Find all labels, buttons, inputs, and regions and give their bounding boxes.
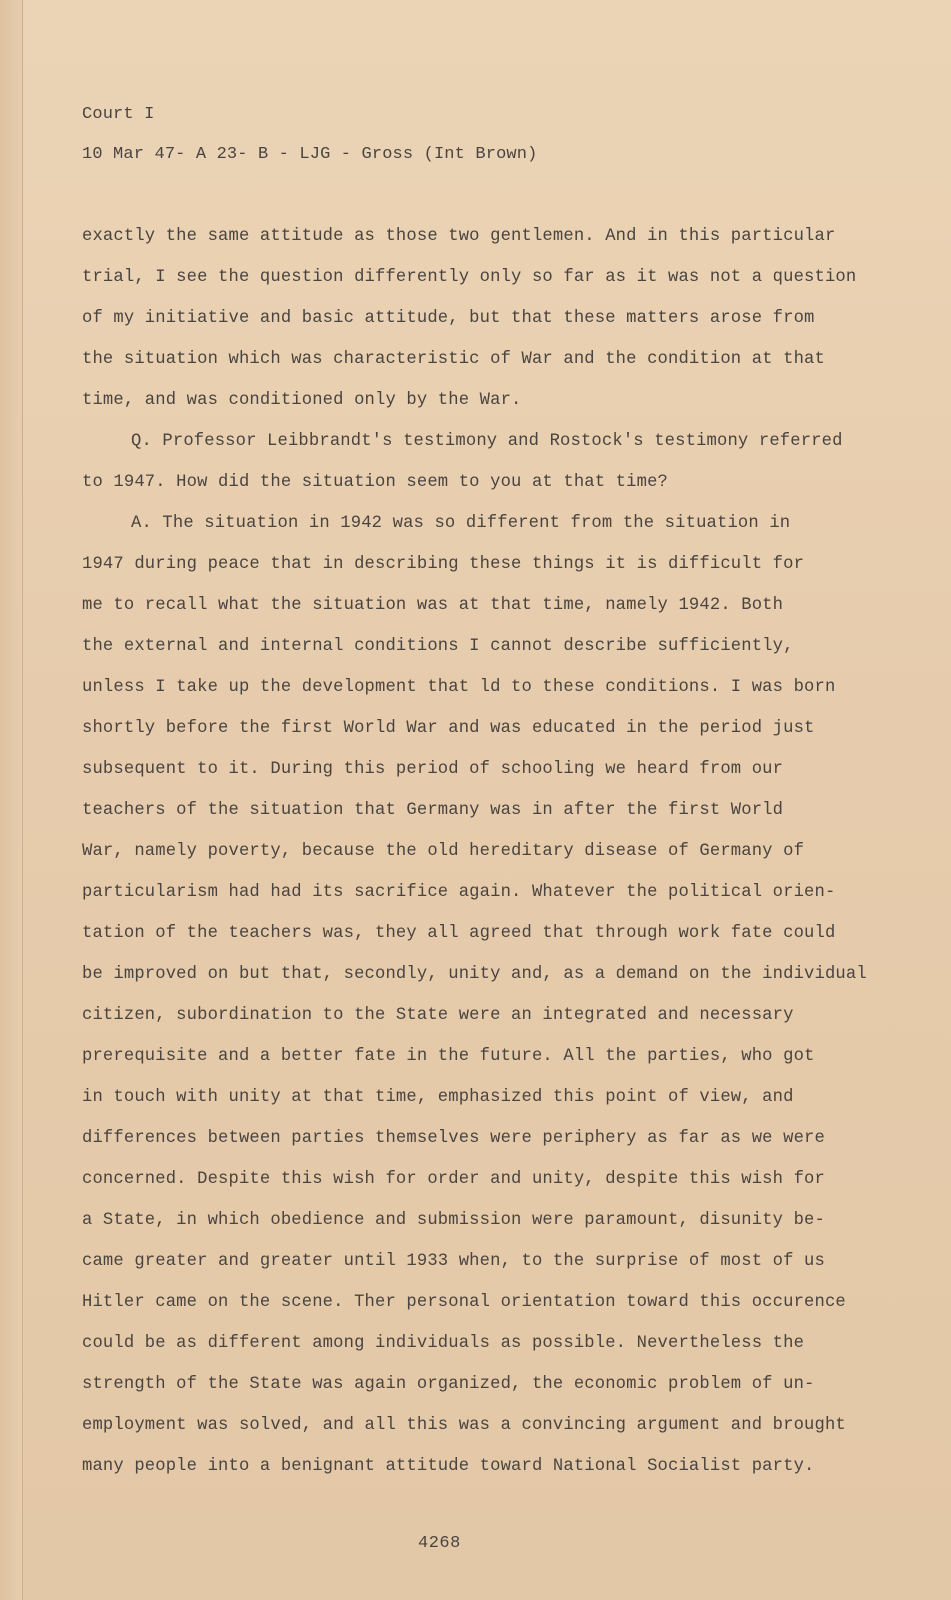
page-number: 4268 bbox=[418, 1534, 461, 1553]
body-line: a State, in which obedience and submission were paramount, disunity be- bbox=[82, 1211, 825, 1230]
body-line: me to recall what the situation was at that time, namely 1942. Both bbox=[82, 596, 784, 615]
body-line: particularism had had its sacrifice again. Whatever the political orien- bbox=[82, 883, 836, 902]
body-line: Q. Professor Leibbrandt's testimony and Rostock's testimony referred bbox=[131, 432, 843, 451]
body-line: teachers of the situation that Germany was in after the first World bbox=[82, 801, 784, 820]
body-line: trial, I see the question differently only so far as it was not a question bbox=[82, 268, 857, 287]
case-reference: 10 Mar 47- A 23- B - LJG - Gross (Int Brown) bbox=[82, 145, 538, 164]
body-line: tation of the teachers was, they all agreed that through work fate could bbox=[82, 924, 836, 943]
body-line: time, and was conditioned only by the War. bbox=[82, 391, 522, 410]
body-line: concerned. Despite this wish for order and unity, despite this wish for bbox=[82, 1170, 825, 1189]
body-line: came greater and greater until 1933 when, to the surprise of most of us bbox=[82, 1252, 825, 1271]
body-line: be improved on but that, secondly, unity and, as a demand on the individual bbox=[82, 965, 867, 984]
body-line: the external and internal conditions I cannot describe sufficiently, bbox=[82, 637, 794, 656]
body-line: shortly before the first World War and was educated in the period just bbox=[82, 719, 815, 738]
body-line: to 1947. How did the situation seem to you at that time? bbox=[82, 473, 668, 492]
body-line: could be as different among individuals as possible. Nevertheless the bbox=[82, 1334, 805, 1353]
body-line: subsequent to it. During this period of schooling we heard from our bbox=[82, 760, 784, 779]
page-left-edge bbox=[0, 0, 23, 1600]
body-line: strength of the State was again organized, the economic problem of un- bbox=[82, 1375, 815, 1394]
body-line: unless I take up the development that ld to these conditions. I was born bbox=[82, 678, 836, 697]
body-line: employment was solved, and all this was a convincing argument and brought bbox=[82, 1416, 846, 1435]
body-line: of my initiative and basic attitude, but that these matters arose from bbox=[82, 309, 815, 328]
court-label: Court I bbox=[82, 105, 155, 124]
body-line: 1947 during peace that in describing these things it is difficult for bbox=[82, 555, 805, 574]
body-line: in touch with unity at that time, emphasized this point of view, and bbox=[82, 1088, 794, 1107]
body-line: War, namely poverty, because the old hereditary disease of Germany of bbox=[82, 842, 805, 861]
body-line: exactly the same attitude as those two gentlemen. And in this particular bbox=[82, 227, 836, 246]
body-line: citizen, subordination to the State were an integrated and necessary bbox=[82, 1006, 794, 1025]
body-line: the situation which was characteristic of War and the condition at that bbox=[82, 350, 825, 369]
body-line: A. The situation in 1942 was so different from the situation in bbox=[131, 514, 791, 533]
body-line: prerequisite and a better fate in the future. All the parties, who got bbox=[82, 1047, 815, 1066]
body-line: many people into a benignant attitude toward National Socialist party. bbox=[82, 1457, 815, 1476]
body-line: differences between parties themselves were periphery as far as we were bbox=[82, 1129, 825, 1148]
body-line: Hitler came on the scene. Ther personal orientation toward this occurence bbox=[82, 1293, 846, 1312]
